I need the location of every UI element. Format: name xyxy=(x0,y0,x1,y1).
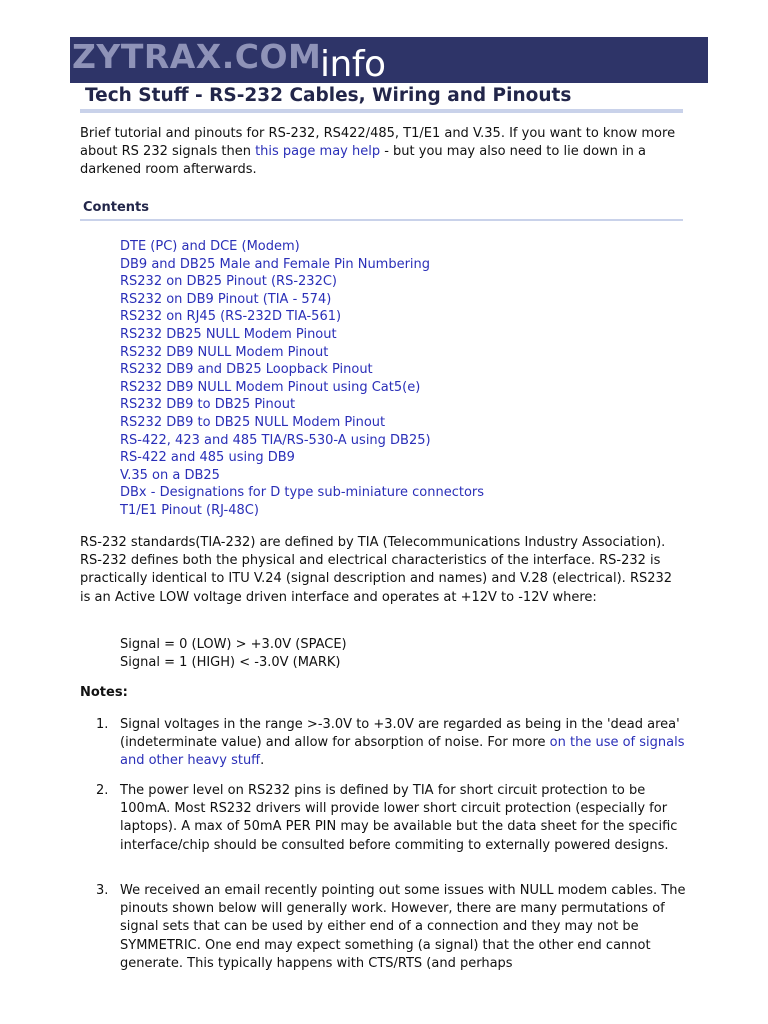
notes-heading: Notes: xyxy=(80,685,128,700)
toc-link[interactable]: RS232 DB25 NULL Modem Pinout xyxy=(120,326,337,342)
toc-link[interactable]: DBx - Designations for D type sub-miniature connectors xyxy=(120,485,485,501)
toc-link[interactable]: RS232 on RJ45 (RS-232D TIA-561) xyxy=(120,309,342,325)
note-number: 3. xyxy=(96,883,109,898)
note-body-end: . xyxy=(260,753,265,769)
site-logo-suffix: info xyxy=(320,44,386,83)
note-body: The power level on RS232 pins is defined by TIA for short circuit protection to be 100mA. Most RS232 drivers will provide lower short circuit protection (especially for laptops). A max of 50mA PER PIN may be available but the data sheet for the specific interface/chip should be consulted before commiting to externally powered designs. xyxy=(120,783,678,853)
note-item xyxy=(96,882,688,973)
toc-link[interactable]: RS232 DB9 to DB25 NULL Modem Pinout xyxy=(120,414,386,430)
toc-link[interactable]: RS232 on DB9 Pinout (TIA - 574) xyxy=(120,291,332,307)
signals-use-link[interactable]: on the use of signals and other heavy stuff xyxy=(120,735,685,769)
note-body: We received an email recently pointing out some issues with NULL modem cables. The pinouts shown below will generally work. However, there are many permutations of signal sets that can be used by either end of a connection and they may not be SYMMETRIC. One end may expect something (a signal) that the other end cannot generate. This typically happens with CTS/RTS (and perhaps xyxy=(120,883,686,971)
intro-text-end: - but you may also need to lie down in a darkened room afterwards. xyxy=(80,144,646,178)
note-number: 2. xyxy=(96,783,109,798)
note-text xyxy=(120,716,688,771)
page-title: Tech Stuff - RS-232 Cables, Wiring and Pinouts xyxy=(85,85,572,106)
toc-link[interactable]: T1/E1 Pinout (RJ-48C) xyxy=(120,502,259,518)
toc-link[interactable]: DTE (PC) and DCE (Modem) xyxy=(120,239,300,254)
signal-low-definition: Signal = 0 (LOW) > +3.0V (SPACE) xyxy=(120,637,347,652)
site-logo[interactable]: ZYTRAX.COM xyxy=(72,37,322,76)
toc-link[interactable]: V.35 on a DB25 xyxy=(120,467,220,483)
contents-heading-bar xyxy=(80,199,683,221)
signal-high-definition: Signal = 1 (HIGH) < -3.0V (MARK) xyxy=(120,655,341,670)
toc-link[interactable]: RS232 DB9 and DB25 Loopback Pinout xyxy=(120,362,373,378)
toc-link[interactable]: RS-422, 423 and 485 TIA/RS-530-A using DB25) xyxy=(120,432,431,448)
toc-link[interactable]: RS232 DB9 NULL Modem Pinout xyxy=(120,344,329,360)
standards-paragraph: RS-232 standards(TIA-232) are defined by TIA (Telecommunications Industry Association). RS-232 defines both the physical and electrical characteristics of the interface. RS-232 is practically identical to ITU V.24 (signal description and names) and V.28 (electrical). RS232 is an Active LOW voltage driven interface and operates at +12V to -12V where: xyxy=(80,535,673,605)
note-item xyxy=(96,716,688,771)
toc-link[interactable]: RS232 DB9 NULL Modem Pinout using Cat5(e) xyxy=(120,379,421,395)
signals-page-link[interactable]: this page may help xyxy=(255,144,381,160)
toc-link[interactable]: RS232 on DB25 Pinout (RS-232C) xyxy=(120,274,337,290)
note-number: 1. xyxy=(96,717,109,732)
toc-link[interactable]: DB9 and DB25 Male and Female Pin Numbering xyxy=(120,256,431,272)
site-banner[interactable] xyxy=(70,37,708,83)
page-title-bar xyxy=(80,83,683,113)
toc-link[interactable]: RS-422 and 485 using DB9 xyxy=(120,450,295,466)
intro-text: Brief tutorial and pinouts for RS-232, RS422/485, T1/E1 and V.35. If you want to know more about RS 232 signals then xyxy=(80,126,676,160)
note-item xyxy=(96,782,688,855)
contents-heading: Contents xyxy=(83,200,149,215)
toc-link[interactable]: RS232 DB9 to DB25 Pinout xyxy=(120,397,296,413)
note-body: Signal voltages in the range >-3.0V to +3.0V are regarded as being in the 'dead area' (indeterminate value) and allow for absorption of noise. For more xyxy=(120,717,680,751)
intro-paragraph xyxy=(80,125,685,180)
contents-list xyxy=(120,238,484,520)
